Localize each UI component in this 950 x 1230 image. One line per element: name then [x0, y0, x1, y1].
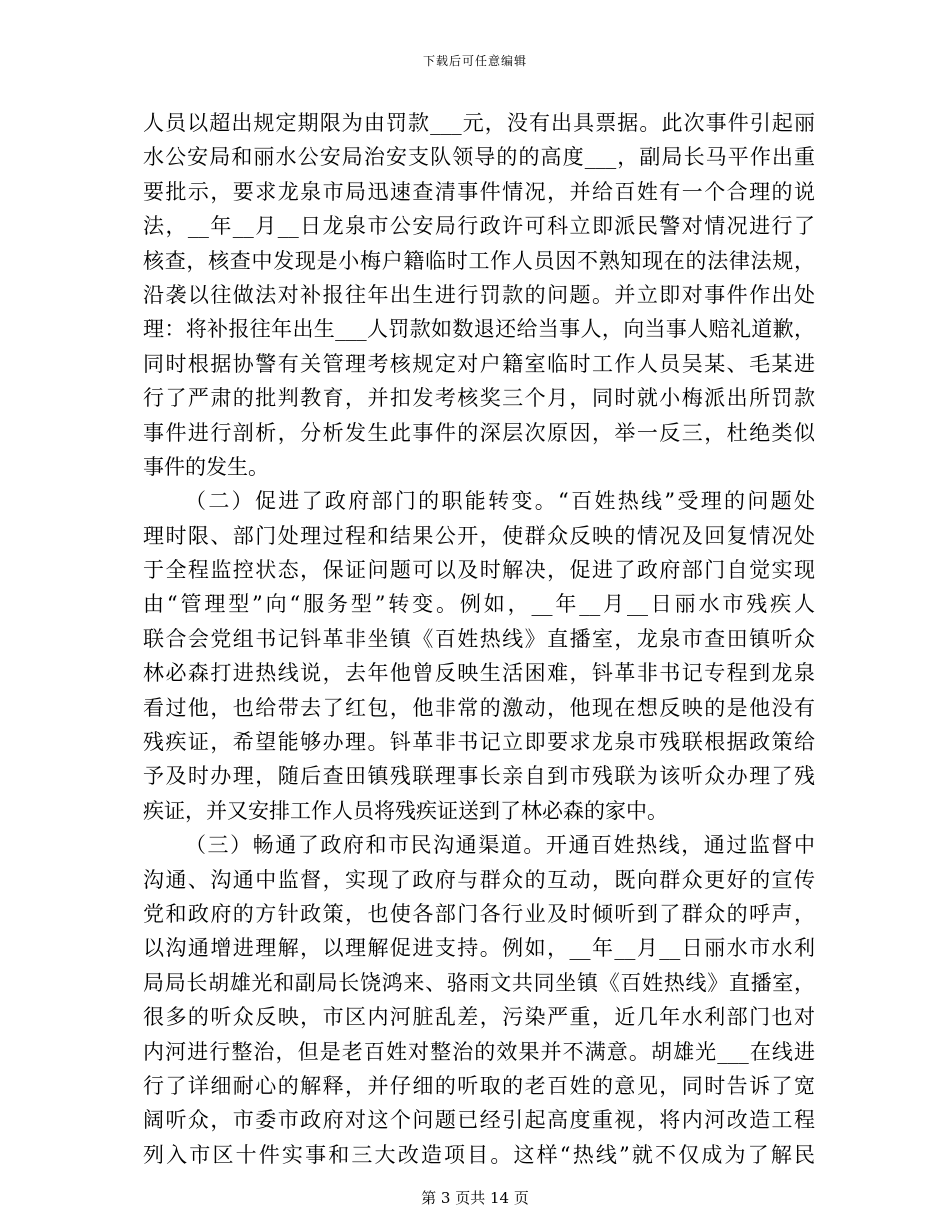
text-line: 事件进行剖析，分析发生此事件的深层次原因，举一反三，杜绝类似 — [143, 420, 815, 445]
text-line: 以沟通增进理解，以理解促进支持。例如，__年__月__日丽水市水利 — [143, 936, 815, 961]
text-line: 党和政府的方针政策，也使各部门各行业及时倾听到了群众的呼声， — [143, 901, 815, 926]
text-line: 同时根据协警有关管理考核规定对户籍室临时工作人员吴某、毛某进 — [143, 351, 815, 376]
document-body — [143, 106, 815, 1172]
text-line: 人员以超出规定期限为由罚款___元，没有出具票据。此次事件引起丽 — [143, 111, 815, 135]
text-line: 水公安局和丽水公安局治安支队领导的的高度___，副局长马平作出重 — [143, 145, 815, 170]
text-line: 很多的听众反映，市区内河脏乱差，污染严重，近几年水利部门也对 — [143, 1005, 815, 1030]
text-line: 列入市区十件实事和三大改造项目。这样“热线”就不仅成为了解民 — [143, 1142, 815, 1167]
text-line: 局局长胡雄光和副局长饶鸿来、骆雨文共同坐镇《百姓热线》直播室， — [143, 970, 815, 995]
text-line: 沟通、沟通中监督，实现了政府与群众的互动，既向群众更好的宣传 — [143, 867, 815, 892]
text-line: 行了严肃的批判教育，并扣发考核奖三个月，同时就小梅派出所罚款 — [143, 386, 815, 411]
text-line: 行了详细耐心的解释，并仔细的听取的老百姓的意见，同时告诉了宽 — [143, 1073, 815, 1098]
text-line: 由“管理型”向“服务型”转变。例如，__年__月__日丽水市残疾人 — [143, 592, 815, 617]
text-line: 核查，核查中发现是小梅户籍临时工作人员因不熟知现在的法律法规， — [143, 248, 815, 273]
text-line: 事件的发生。 — [143, 454, 269, 479]
page-header: 下载后可任意编辑 — [422, 54, 527, 68]
text-line: 理：将补报往年出生___人罚款如数退还给当事人，向当事人赔礼道歉， — [143, 317, 815, 342]
paragraph-start-line: （二）促进了政府部门的职能转变。“百姓热线”受理的问题处 — [185, 489, 815, 514]
text-line: 疾证，并又安排工作人员将残疾证送到了林必森的家中。 — [143, 798, 668, 823]
text-line: 林必森打进热线说，去年他曾反映生活困难，钭革非书记专程到龙泉 — [143, 661, 815, 686]
text-line: 要批示，要求龙泉市局迅速查清事件情况，并给百姓有一个合理的说 — [143, 179, 815, 204]
text-line: 联合会党组书记钭革非坐镇《百姓热线》直播室，龙泉市查田镇听众 — [143, 626, 815, 651]
text-line: 沿袭以往做法对补报往年出生进行罚款的问题。并立即对事件作出处 — [143, 282, 815, 307]
paragraph-start-line: （三）畅通了政府和市民沟通渠道。开通百姓热线，通过监督中 — [185, 833, 815, 858]
page-footer: 第 3 页共 14 页 — [421, 1189, 529, 1207]
text-line: 理时限、部门处理过程和结果公开，使群众反映的情况及回复情况处 — [143, 523, 815, 548]
text-line: 残疾证，希望能够办理。钭革非书记立即要求龙泉市残联根据政策给 — [143, 730, 815, 755]
text-line: 予及时办理，随后查田镇残联理事长亲自到市残联为该听众办理了残 — [143, 764, 815, 789]
text-line: 于全程监控状态，保证问题可以及时解决，促进了政府部门自觉实现 — [143, 558, 815, 583]
text-line: 阔听众，市委市政府对这个问题已经引起高度重视，将内河改造工程 — [143, 1108, 815, 1133]
text-line: 法，__年__月__日龙泉市公安局行政许可科立即派民警对情况进行了 — [143, 214, 815, 239]
text-line: 内河进行整治，但是老百姓对整治的效果并不满意。胡雄光___在线进 — [143, 1039, 815, 1064]
text-line: 看过他，也给带去了红包，他非常的激动，他现在想反映的是他没有 — [143, 695, 815, 720]
